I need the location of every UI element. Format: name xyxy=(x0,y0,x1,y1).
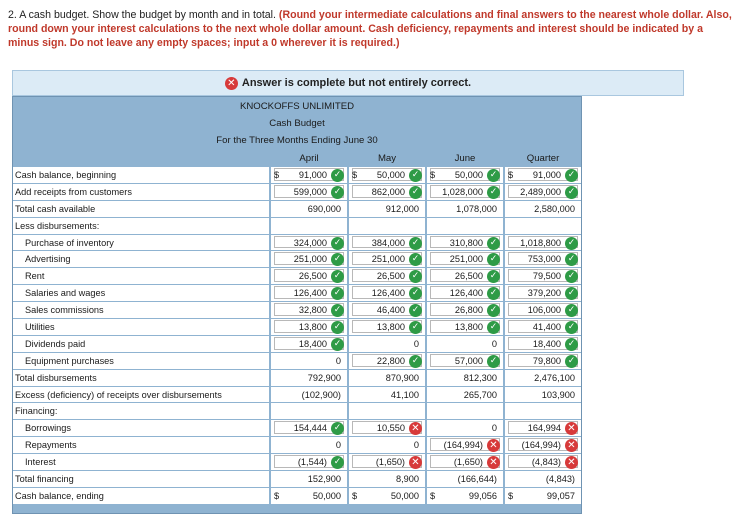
cell-value[interactable]: 106,000 xyxy=(527,305,561,316)
cell-value[interactable]: 91,000 xyxy=(298,170,327,180)
cell-june[interactable] xyxy=(427,235,503,252)
banner-text: Answer is complete but not entirely correct. xyxy=(241,77,472,89)
check-icon: ✓ xyxy=(487,304,500,317)
check-icon: ✓ xyxy=(565,338,578,351)
cell-quarter[interactable] xyxy=(505,336,581,353)
cell-value: 2,580,000 xyxy=(534,203,575,214)
cell-quarter[interactable] xyxy=(505,420,581,437)
cell-may xyxy=(349,471,425,488)
check-icon: ✓ xyxy=(409,355,422,368)
cell-value: 152,900 xyxy=(307,474,341,485)
cell-quarter[interactable] xyxy=(505,235,581,252)
table-row xyxy=(13,437,581,454)
cell-value: (102,900) xyxy=(301,389,341,400)
check-icon: ✓ xyxy=(331,186,344,199)
check-icon: ✓ xyxy=(565,270,578,283)
cell-may[interactable] xyxy=(349,235,425,252)
table-row xyxy=(13,454,581,471)
cell-june[interactable] xyxy=(427,454,503,471)
cell-value[interactable]: 26,500 xyxy=(298,271,327,282)
cell-may[interactable] xyxy=(349,302,425,319)
table-row xyxy=(13,471,581,488)
cell-value: 41,100 xyxy=(390,389,419,400)
table-row xyxy=(13,235,581,252)
check-icon: ✓ xyxy=(331,338,344,351)
check-icon: ✓ xyxy=(409,304,422,317)
cell-quarter xyxy=(505,488,581,505)
cell-value[interactable]: 753,000 xyxy=(527,254,561,265)
cell-may[interactable] xyxy=(349,454,425,471)
cell-june xyxy=(427,370,503,387)
check-icon: ✓ xyxy=(565,304,578,317)
row-label: Less disbursements: xyxy=(13,218,269,235)
cell-june[interactable] xyxy=(427,353,503,370)
cell-may xyxy=(349,201,425,218)
cell-april xyxy=(271,201,347,218)
check-icon: ✓ xyxy=(487,321,500,334)
cell-april[interactable] xyxy=(271,285,347,302)
cell-june[interactable] xyxy=(427,302,503,319)
cell-value: 0 xyxy=(413,440,419,451)
cell-value: 1,078,000 xyxy=(456,203,497,214)
cell-quarter[interactable] xyxy=(505,251,581,268)
row-label: Excess (deficiency) of receipts over disbursements xyxy=(13,387,269,404)
cross-icon: ✕ xyxy=(409,422,422,435)
cell-may[interactable] xyxy=(349,167,425,184)
cell-quarter[interactable] xyxy=(505,302,581,319)
cell-value: 265,700 xyxy=(463,389,497,400)
cell-june[interactable] xyxy=(427,184,503,201)
dollar-sign: $ xyxy=(352,170,358,180)
check-icon: ✓ xyxy=(409,237,422,250)
row-label: Interest xyxy=(13,454,269,471)
dollar-sign: $ xyxy=(508,170,514,180)
cell-june[interactable] xyxy=(427,251,503,268)
table-row xyxy=(13,302,581,319)
cell-may[interactable] xyxy=(349,353,425,370)
cell-june[interactable] xyxy=(427,268,503,285)
cell-may xyxy=(349,488,425,505)
check-icon: ✓ xyxy=(331,456,344,469)
cross-icon: ✕ xyxy=(225,77,238,90)
cell-april[interactable] xyxy=(271,268,347,285)
cell-value[interactable]: 251,000 xyxy=(371,254,405,265)
check-icon: ✓ xyxy=(331,253,344,266)
table-row xyxy=(13,336,581,353)
cell-quarter[interactable] xyxy=(505,353,581,370)
cell-may xyxy=(349,370,425,387)
dollar-sign: $ xyxy=(430,490,436,501)
cell-value[interactable]: 57,000 xyxy=(454,355,483,366)
table-row xyxy=(13,268,581,285)
cell-value[interactable]: 324,000 xyxy=(293,237,327,248)
cell-june[interactable] xyxy=(427,437,503,454)
table-row xyxy=(13,184,581,201)
cash-budget-sheet xyxy=(12,96,582,514)
table-row xyxy=(13,403,581,420)
check-icon: ✓ xyxy=(565,253,578,266)
table-row xyxy=(13,370,581,387)
table-row xyxy=(13,319,581,336)
cell-june[interactable] xyxy=(427,285,503,302)
table-row xyxy=(13,201,581,218)
cell-april xyxy=(271,488,347,505)
row-label: Total disbursements xyxy=(13,370,269,387)
cell-value[interactable]: 13,800 xyxy=(454,322,483,333)
cell-value[interactable]: 862,000 xyxy=(371,186,405,197)
column-header-june: June xyxy=(454,153,476,164)
cell-quarter xyxy=(505,471,581,488)
table-row xyxy=(13,218,581,235)
check-icon: ✓ xyxy=(565,355,578,368)
row-label: Total financing xyxy=(13,471,269,488)
cell-value: 99,057 xyxy=(546,490,575,501)
check-icon: ✓ xyxy=(487,355,500,368)
cell-june xyxy=(427,387,503,404)
cell-value[interactable]: 46,400 xyxy=(376,305,405,316)
cell-value: (4,843) xyxy=(545,474,575,485)
cell-value[interactable]: 26,500 xyxy=(376,271,405,282)
row-label: Repayments xyxy=(13,437,269,454)
row-label: Dividends paid xyxy=(13,336,269,353)
cell-may[interactable] xyxy=(349,319,425,336)
cell-may[interactable] xyxy=(349,420,425,437)
cell-value: 870,900 xyxy=(385,372,419,383)
table-row xyxy=(13,488,581,505)
cell-value: 812,300 xyxy=(463,372,497,383)
cell-april xyxy=(271,403,347,420)
cell-value[interactable]: 22,800 xyxy=(376,355,405,366)
cell-april[interactable] xyxy=(271,184,347,201)
cell-value[interactable]: 126,400 xyxy=(293,288,327,299)
cell-may xyxy=(349,336,425,353)
cell-quarter[interactable] xyxy=(505,454,581,471)
cell-quarter[interactable] xyxy=(505,268,581,285)
row-label: Cash balance, ending xyxy=(13,488,269,505)
cell-value: 103,900 xyxy=(541,389,575,400)
cell-june xyxy=(427,420,503,437)
budget-title: Cash Budget xyxy=(269,118,325,129)
check-icon: ✓ xyxy=(565,321,578,334)
cell-value: 0 xyxy=(335,440,341,451)
cell-value: 0 xyxy=(491,338,497,349)
cell-value: 792,900 xyxy=(307,372,341,383)
result-banner xyxy=(12,70,684,96)
check-icon: ✓ xyxy=(487,270,500,283)
column-header-quarter: Quarter xyxy=(526,153,560,164)
cell-april[interactable] xyxy=(271,235,347,252)
check-icon: ✓ xyxy=(331,169,344,182)
cell-may[interactable] xyxy=(349,251,425,268)
question-instructions: (Round your intermediate calculations and final answers to the nearest whole dollar. Also, round down your interest calculations to the next whole dollar amount. Cash deficiency, repayments and interest should be indicated by a minus sign. Do not leave any empty spaces; input a 0 wherever it is required.) xyxy=(8,9,732,49)
question-text xyxy=(8,8,733,50)
cross-icon: ✕ xyxy=(409,456,422,469)
cross-icon: ✕ xyxy=(487,439,500,452)
cell-value[interactable]: (1,650) xyxy=(375,457,405,468)
cell-april[interactable] xyxy=(271,302,347,319)
row-label: Financing: xyxy=(13,403,269,420)
column-header-may: May xyxy=(377,153,397,164)
check-icon: ✓ xyxy=(565,169,578,182)
cell-june[interactable] xyxy=(427,167,503,184)
cell-quarter xyxy=(505,387,581,404)
cell-value: 0 xyxy=(491,423,497,434)
cell-value: 2,476,100 xyxy=(534,372,575,383)
table-row xyxy=(13,387,581,404)
row-label: Salaries and wages xyxy=(13,285,269,302)
check-icon: ✓ xyxy=(331,321,344,334)
cell-value[interactable]: (164,994) xyxy=(443,440,483,451)
cell-value[interactable]: (164,994) xyxy=(521,440,561,451)
cell-value[interactable]: 251,000 xyxy=(449,254,483,265)
row-label: Add receipts from customers xyxy=(13,184,269,201)
cell-may[interactable] xyxy=(349,285,425,302)
row-label: Advertising xyxy=(13,251,269,268)
cell-april xyxy=(271,471,347,488)
cell-may xyxy=(349,387,425,404)
cell-value[interactable]: 18,400 xyxy=(532,338,561,349)
cell-value[interactable]: 79,500 xyxy=(532,271,561,282)
row-label: Sales commissions xyxy=(13,302,269,319)
row-label: Utilities xyxy=(13,319,269,336)
cell-april[interactable] xyxy=(271,167,347,184)
cell-value[interactable]: (1,650) xyxy=(453,457,483,468)
cell-quarter[interactable] xyxy=(505,437,581,454)
cell-value[interactable]: (4,843) xyxy=(531,457,561,468)
cell-value: 99,056 xyxy=(468,490,497,501)
cell-quarter xyxy=(505,403,581,420)
cell-value[interactable]: 50,000 xyxy=(454,170,483,180)
cell-value: 0 xyxy=(335,355,341,366)
cell-april[interactable] xyxy=(271,420,347,437)
cell-value[interactable]: 154,444 xyxy=(293,423,327,434)
cell-value: 50,000 xyxy=(390,490,419,501)
cell-june xyxy=(427,336,503,353)
cell-april xyxy=(271,387,347,404)
cross-icon: ✕ xyxy=(565,422,578,435)
row-label: Cash balance, beginning xyxy=(13,167,269,184)
cell-april xyxy=(271,437,347,454)
check-icon: ✓ xyxy=(331,270,344,283)
cell-value[interactable]: 126,400 xyxy=(449,288,483,299)
cell-april[interactable] xyxy=(271,454,347,471)
check-icon: ✓ xyxy=(331,304,344,317)
cell-value: (166,644) xyxy=(457,474,497,485)
cell-value[interactable]: 2,489,000 xyxy=(520,186,561,197)
dollar-sign: $ xyxy=(352,490,358,501)
cell-value[interactable]: 26,500 xyxy=(454,271,483,282)
check-icon: ✓ xyxy=(565,287,578,300)
cell-quarter[interactable] xyxy=(505,285,581,302)
dollar-sign: $ xyxy=(430,170,436,180)
company-name: KNOCKOFFS UNLIMITED xyxy=(239,101,355,112)
cell-value[interactable]: 310,800 xyxy=(449,237,483,248)
cell-june[interactable] xyxy=(427,319,503,336)
cell-value[interactable]: 91,000 xyxy=(532,170,561,180)
cell-june xyxy=(427,471,503,488)
cell-value[interactable]: 599,000 xyxy=(293,186,327,197)
table-row xyxy=(13,167,581,184)
cell-value: 912,000 xyxy=(385,203,419,214)
dollar-sign: $ xyxy=(274,170,280,180)
table-row xyxy=(13,420,581,437)
budget-period: For the Three Months Ending June 30 xyxy=(216,135,378,146)
cell-quarter[interactable] xyxy=(505,184,581,201)
cell-may[interactable] xyxy=(349,268,425,285)
check-icon: ✓ xyxy=(409,321,422,334)
cell-value[interactable]: 164,994 xyxy=(527,423,561,434)
cell-value[interactable]: 41,400 xyxy=(532,322,561,333)
cell-value[interactable]: 26,800 xyxy=(454,305,483,316)
budget-rows xyxy=(13,167,581,505)
column-header-april: April xyxy=(299,153,319,164)
cell-value[interactable]: 79,800 xyxy=(532,355,561,366)
cell-april xyxy=(271,218,347,235)
cell-value[interactable]: 1,028,000 xyxy=(442,186,483,197)
cell-april[interactable] xyxy=(271,336,347,353)
check-icon: ✓ xyxy=(487,169,500,182)
row-label: Equipment purchases xyxy=(13,353,269,370)
cell-value[interactable]: 1,018,800 xyxy=(520,237,561,248)
cell-value[interactable]: 10,550 xyxy=(376,423,405,434)
cell-value[interactable]: 32,800 xyxy=(298,305,327,316)
cell-quarter[interactable] xyxy=(505,167,581,184)
table-row xyxy=(13,251,581,268)
row-label: Borrowings xyxy=(13,420,269,437)
cell-quarter xyxy=(505,218,581,235)
check-icon: ✓ xyxy=(409,169,422,182)
cell-value: 8,900 xyxy=(396,474,419,485)
cell-may[interactable] xyxy=(349,184,425,201)
row-label: Purchase of inventory xyxy=(13,235,269,252)
cell-quarter xyxy=(505,201,581,218)
check-icon: ✓ xyxy=(331,237,344,250)
cell-april[interactable] xyxy=(271,251,347,268)
check-icon: ✓ xyxy=(487,287,500,300)
cell-quarter xyxy=(505,370,581,387)
cell-june xyxy=(427,218,503,235)
cell-value[interactable]: (1,544) xyxy=(297,457,327,468)
cell-value[interactable]: 18,400 xyxy=(298,338,327,349)
row-label: Rent xyxy=(13,268,269,285)
cell-value[interactable]: 384,000 xyxy=(371,237,405,248)
check-icon: ✓ xyxy=(409,253,422,266)
check-icon: ✓ xyxy=(565,186,578,199)
cross-icon: ✕ xyxy=(565,439,578,452)
cell-april xyxy=(271,370,347,387)
cell-value[interactable]: 251,000 xyxy=(293,254,327,265)
cell-value: 0 xyxy=(413,338,419,349)
cell-may xyxy=(349,403,425,420)
check-icon: ✓ xyxy=(409,186,422,199)
cell-value[interactable]: 13,800 xyxy=(298,322,327,333)
check-icon: ✓ xyxy=(487,186,500,199)
cell-june xyxy=(427,488,503,505)
cross-icon: ✕ xyxy=(487,456,500,469)
cell-april[interactable] xyxy=(271,319,347,336)
cross-icon: ✕ xyxy=(565,456,578,469)
row-label: Total cash available xyxy=(13,201,269,218)
cell-value: 50,000 xyxy=(312,490,341,501)
check-icon: ✓ xyxy=(409,287,422,300)
check-icon: ✓ xyxy=(331,287,344,300)
cell-value[interactable]: 379,200 xyxy=(527,288,561,299)
dollar-sign: $ xyxy=(508,490,514,501)
cell-quarter[interactable] xyxy=(505,319,581,336)
dollar-sign: $ xyxy=(274,490,280,501)
cell-june xyxy=(427,403,503,420)
check-icon: ✓ xyxy=(487,237,500,250)
cell-may xyxy=(349,218,425,235)
check-icon: ✓ xyxy=(487,253,500,266)
check-icon: ✓ xyxy=(331,422,344,435)
cell-value[interactable]: 126,400 xyxy=(371,288,405,299)
cell-value[interactable]: 13,800 xyxy=(376,322,405,333)
cell-june xyxy=(427,201,503,218)
cell-april xyxy=(271,353,347,370)
table-row xyxy=(13,353,581,370)
check-icon: ✓ xyxy=(409,270,422,283)
cell-value[interactable]: 50,000 xyxy=(376,170,405,180)
cell-value: 690,000 xyxy=(307,203,341,214)
question-lead: 2. A cash budget. Show the budget by month and in total. xyxy=(8,9,279,21)
check-icon: ✓ xyxy=(565,237,578,250)
table-row xyxy=(13,285,581,302)
cell-may xyxy=(349,437,425,454)
